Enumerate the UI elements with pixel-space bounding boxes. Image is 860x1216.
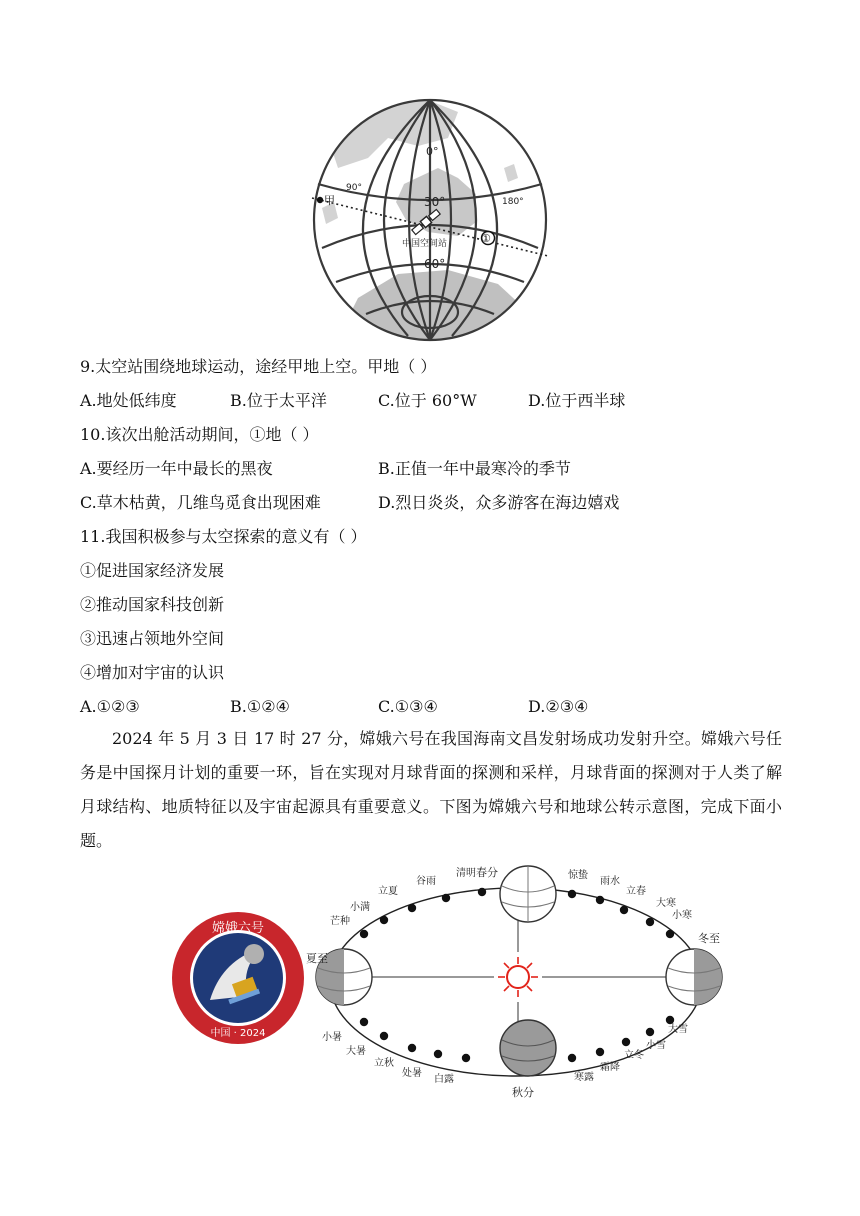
solar-term-label: 小寒 <box>672 910 692 921</box>
solar-term-dot <box>380 916 388 924</box>
solar-term-dot <box>442 894 450 902</box>
q10-option-d[interactable]: D.烈日炎炎，众多游客在海边嬉戏 <box>378 493 620 512</box>
solar-term-label: 处暑 <box>402 1068 422 1079</box>
solar-term-label: 立秋 <box>374 1058 394 1069</box>
solar-term-label: 芒种 <box>330 916 350 927</box>
q11-option-b[interactable]: B.①②④ <box>230 697 290 716</box>
globe-figure <box>308 98 552 346</box>
q11-item-3: ③迅速占领地外空间 <box>80 629 225 648</box>
earth-winter-icon <box>666 949 722 1005</box>
point-jia-marker <box>317 197 323 203</box>
solar-term-dot <box>462 1054 470 1062</box>
q11-item-1: ①促进国家经济发展 <box>80 561 225 580</box>
solar-term-dot <box>622 1038 630 1046</box>
solar-term-label: 清明 <box>456 868 476 879</box>
solar-term-label: 寒露 <box>574 1072 594 1083</box>
q10-stem: 10.该次出舱活动期间，①地（ ） <box>80 425 319 444</box>
lon-0-label: 0° <box>426 145 439 158</box>
solar-term-dot <box>568 890 576 898</box>
point-jia-label: 甲 <box>324 194 335 207</box>
bottom-figures <box>170 862 730 1102</box>
q11-option-c[interactable]: C.①③④ <box>378 697 438 716</box>
solar-term-label: 小满 <box>350 902 370 913</box>
q11-item-2: ②推动国家科技创新 <box>80 595 225 614</box>
q9-option-a[interactable]: A.地处低纬度 <box>80 391 177 410</box>
solar-term-label: 霜降 <box>600 1062 620 1073</box>
earth-orbit-diagram <box>306 862 730 1102</box>
q9-option-d[interactable]: D.位于西半球 <box>528 391 626 410</box>
solar-term-dot <box>646 918 654 926</box>
q11-option-d[interactable]: D.②③④ <box>528 697 589 716</box>
solar-term-label: 小雪 <box>646 1040 666 1051</box>
season-spring: 春分 <box>476 866 498 879</box>
solar-term-dot <box>478 888 486 896</box>
season-summer: 夏至 <box>306 952 328 965</box>
solar-term-dot <box>596 896 604 904</box>
lat-60-label: 60° <box>424 257 446 271</box>
lat-30-label: 30° <box>424 195 446 209</box>
solar-term-label: 雨水 <box>600 876 620 887</box>
q9-option-c[interactable]: C.位于 60°W <box>378 391 477 410</box>
earth-autumn-icon <box>500 1020 556 1076</box>
solar-term-label: 大暑 <box>346 1046 366 1057</box>
q9-option-b[interactable]: B.位于太平洋 <box>230 391 327 410</box>
solar-term-label: 小暑 <box>322 1032 342 1043</box>
solar-term-label: 立冬 <box>624 1050 644 1061</box>
q9-stem: 9.太空站围绕地球运动，途经甲地上空。甲地（ ） <box>80 357 437 376</box>
emblem-top-text: 嫦娥六号 <box>211 921 265 936</box>
solar-term-dot <box>360 1018 368 1026</box>
q11-item-4: ④增加对宇宙的认识 <box>80 663 225 682</box>
solar-term-label: 谷雨 <box>416 876 436 887</box>
emblem-bottom-text: 中国 · 2024 <box>210 1028 266 1039</box>
season-winter: 冬至 <box>698 932 720 945</box>
station-label: 中国空间站 <box>402 239 448 249</box>
solar-term-dot <box>596 1048 604 1056</box>
q10-option-a[interactable]: A.要经历一年中最长的黑夜 <box>80 459 273 478</box>
solar-term-label: 大雪 <box>668 1024 688 1035</box>
passage-text: 2024 年 5 月 3 日 17 时 27 分，嫦娥六号在我国海南文昌发射场成功发射升空。嫦娥六号任务是中国探月计划的重要一环，旨在实现对月球背面的探测和采样，月球背面的探测对于人类了解月球结构、地质特征以及宇宙起源具有重要意义。下图为嫦娥六号和地球公转示意图，完成下面小题。 <box>80 729 782 850</box>
marker-1-label: ① <box>481 232 491 245</box>
solar-term-dot <box>666 1016 674 1024</box>
solar-term-label: 惊蛰 <box>568 870 588 881</box>
solar-term-dot <box>434 1050 442 1058</box>
change6-emblem <box>170 910 306 1046</box>
solar-term-label: 立春 <box>626 886 646 897</box>
q10-option-b[interactable]: B.正值一年中最寒冷的季节 <box>378 459 571 478</box>
lon-180-label: 180° <box>502 197 524 207</box>
solar-term-label: 白露 <box>434 1074 454 1085</box>
earth-spring-icon <box>500 866 556 922</box>
sun-icon <box>498 957 538 997</box>
solar-term-dot <box>666 930 674 938</box>
solar-term-label: 大寒 <box>656 898 676 909</box>
q10-option-c[interactable]: C.草木枯黄，几维鸟觅食出现困难 <box>80 493 321 512</box>
q11-option-a[interactable]: A.①②③ <box>80 697 140 716</box>
season-autumn: 秋分 <box>512 1086 534 1099</box>
solar-term-dot <box>568 1054 576 1062</box>
solar-term-label: 立夏 <box>378 886 398 897</box>
solar-term-dot <box>620 906 628 914</box>
solar-term-dot <box>408 1044 416 1052</box>
solar-term-dot <box>408 904 416 912</box>
q11-stem: 11.我国积极参与太空探索的意义有（ ） <box>80 527 367 546</box>
solar-term-dot <box>360 930 368 938</box>
solar-term-dot <box>646 1028 654 1036</box>
lon-90-label: 90° <box>346 183 362 193</box>
solar-term-dot <box>380 1032 388 1040</box>
